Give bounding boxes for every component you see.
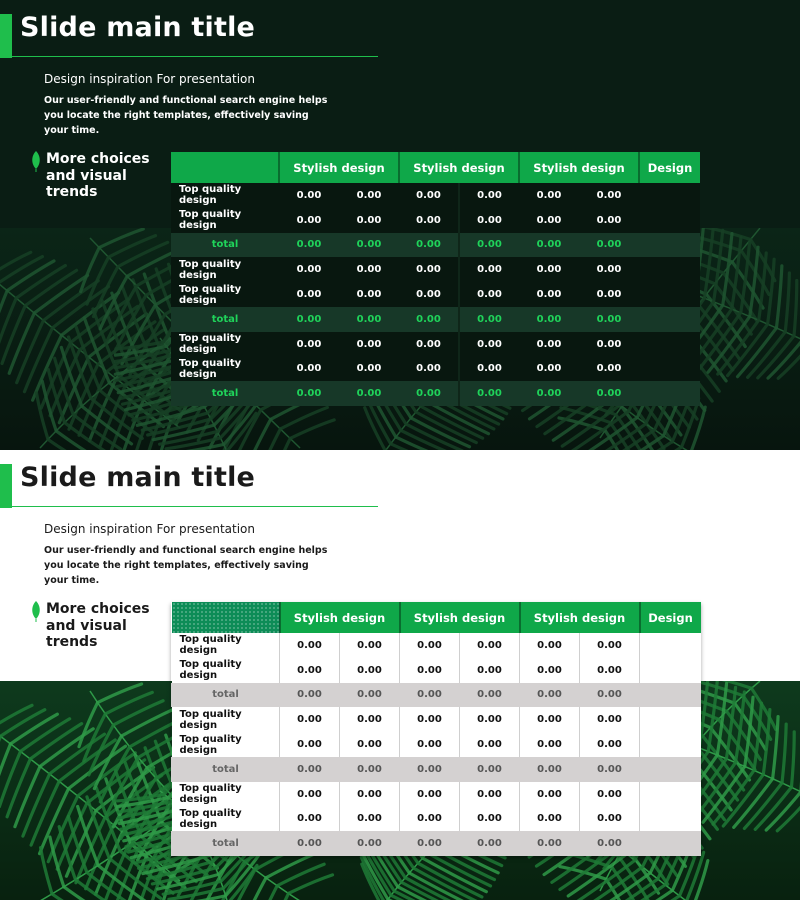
table-cell: 0.00 xyxy=(340,707,400,732)
row-label: Top quality design xyxy=(172,807,280,832)
table-cell: 0.00 xyxy=(520,732,580,757)
table-cell: 0.00 xyxy=(339,282,399,307)
table-cell-empty xyxy=(640,782,701,807)
table-cell: 0.00 xyxy=(520,782,580,807)
palm-leaflet xyxy=(15,766,40,826)
table-cell: 0.00 xyxy=(519,381,579,406)
table-row xyxy=(172,807,701,832)
palm-leaflet xyxy=(750,247,758,316)
table-cell: 0.00 xyxy=(459,332,519,357)
table-cell: 0.00 xyxy=(519,282,579,307)
table-cell: 0.00 xyxy=(280,831,340,856)
table-cell: 0.00 xyxy=(340,807,400,832)
table-cell: 0.00 xyxy=(399,381,459,406)
row-label: Top quality design xyxy=(171,183,279,208)
table-cell: 0.00 xyxy=(279,332,339,357)
table-cell-empty xyxy=(640,658,701,683)
palm-leaflet xyxy=(2,306,25,364)
table-row xyxy=(172,782,701,807)
table-cell: 0.00 xyxy=(339,357,399,382)
palm-leaflet xyxy=(776,266,781,328)
leaf-icon xyxy=(30,600,42,622)
table-row xyxy=(171,332,700,357)
row-label: Top quality design xyxy=(172,707,280,732)
table-cell-empty xyxy=(640,831,701,856)
table-total-row xyxy=(172,831,701,856)
table-cell: 0.00 xyxy=(400,633,460,658)
table-cell: 0.00 xyxy=(520,707,580,732)
slide-title: Slide main title xyxy=(20,462,256,493)
table-cell: 0.00 xyxy=(399,357,459,382)
palm-leaflet xyxy=(290,420,334,439)
row-label: Top quality design xyxy=(172,658,280,683)
table-cell: 0.00 xyxy=(459,233,519,258)
table-cell: 0.00 xyxy=(460,658,520,683)
table-cell: 0.00 xyxy=(459,357,519,382)
table-cell: 0.00 xyxy=(399,183,459,208)
table-cell: 0.00 xyxy=(519,233,579,258)
table-cell: 0.00 xyxy=(280,633,340,658)
palm-leaflet xyxy=(745,697,753,766)
table-cell-empty xyxy=(640,732,701,757)
table-cell: 0.00 xyxy=(519,208,579,233)
palm-leaflet xyxy=(751,688,775,729)
table-total-row xyxy=(171,307,700,332)
title-accent-bar xyxy=(0,14,12,58)
side-label: More choices and visual trends xyxy=(46,601,150,650)
table-cell-empty xyxy=(639,357,700,382)
row-label: Top quality design xyxy=(171,282,279,307)
palm-leaflet xyxy=(113,701,163,725)
table-cell: 0.00 xyxy=(399,208,459,233)
palm-leaflet xyxy=(9,313,34,373)
palm-leaflet xyxy=(121,709,173,736)
palm-leaflet xyxy=(7,759,30,817)
table-cell: 0.00 xyxy=(520,757,580,782)
table-cell: 0.00 xyxy=(519,307,579,332)
table-cell: 0.00 xyxy=(279,257,339,282)
palm-leaflet xyxy=(266,853,316,877)
table-cell: 0.00 xyxy=(280,757,340,782)
palm-leaflet xyxy=(763,710,770,775)
palm-leaflet xyxy=(785,273,789,332)
table-row xyxy=(172,707,701,732)
header-cell: Stylish design xyxy=(520,602,640,633)
header-cell: Design xyxy=(639,152,700,183)
table-cell: 0.00 xyxy=(400,831,460,856)
slide-description: Our user-friendly and functional search engine helps you locate the right templates, effectively saving your time. xyxy=(44,95,328,136)
table-cell: 0.00 xyxy=(280,732,340,757)
table-cell-empty xyxy=(640,757,701,782)
table-cell: 0.00 xyxy=(579,381,639,406)
total-label: total xyxy=(171,307,279,332)
table-cell: 0.00 xyxy=(340,782,400,807)
table-cell: 0.00 xyxy=(339,381,399,406)
table-cell: 0.00 xyxy=(339,233,399,258)
table-header-row xyxy=(172,602,701,633)
table-cell: 0.00 xyxy=(340,732,400,757)
slide-subtitle: Design inspiration For presentation xyxy=(44,522,255,536)
table-cell: 0.00 xyxy=(459,257,519,282)
total-label: total xyxy=(172,683,280,708)
table-cell: 0.00 xyxy=(400,757,460,782)
table-total-row xyxy=(171,233,700,258)
table-cell: 0.00 xyxy=(459,381,519,406)
table-cell: 0.00 xyxy=(399,332,459,357)
palm-leaflet xyxy=(84,318,109,383)
table-cell: 0.00 xyxy=(580,831,640,856)
table-header-row xyxy=(171,152,700,183)
palm-leaflet xyxy=(17,320,44,382)
title-accent-bar xyxy=(0,464,12,508)
table-total-row xyxy=(172,757,701,782)
table-cell: 0.00 xyxy=(580,633,640,658)
table-cell: 0.00 xyxy=(399,307,459,332)
table-cell-empty xyxy=(639,257,700,282)
table-total-row xyxy=(171,381,700,406)
table-cell: 0.00 xyxy=(519,332,579,357)
table-row xyxy=(172,658,701,683)
table-cell: 0.00 xyxy=(399,257,459,282)
table-cell: 0.00 xyxy=(460,732,520,757)
table-row xyxy=(171,183,700,208)
table-cell: 0.00 xyxy=(340,831,400,856)
table-cell: 0.00 xyxy=(520,807,580,832)
header-cell: Design xyxy=(640,602,701,633)
palm-leaflet xyxy=(118,242,168,266)
table-cell: 0.00 xyxy=(459,282,519,307)
palm-leaflet xyxy=(794,280,797,335)
table-cell-empty xyxy=(639,381,700,406)
header-cell: Stylish design xyxy=(279,152,399,183)
table-cell: 0.00 xyxy=(399,282,459,307)
table-cell: 0.00 xyxy=(339,183,399,208)
row-label: Top quality design xyxy=(172,782,280,807)
row-label: Top quality design xyxy=(171,208,279,233)
palm-leaflet xyxy=(23,774,50,836)
palm-leaflet xyxy=(31,781,59,845)
table-cell: 0.00 xyxy=(460,807,520,832)
table-cell: 0.00 xyxy=(580,732,640,757)
table-cell: 0.00 xyxy=(579,233,639,258)
table-row xyxy=(171,357,700,382)
header-corner-cell xyxy=(171,152,279,183)
table-cell: 0.00 xyxy=(339,257,399,282)
table-cell: 0.00 xyxy=(580,683,640,708)
table-row xyxy=(171,257,700,282)
row-label: Top quality design xyxy=(172,633,280,658)
table-cell: 0.00 xyxy=(579,357,639,382)
table-cell-empty xyxy=(640,683,701,708)
table-cell: 0.00 xyxy=(279,233,339,258)
total-label: total xyxy=(171,381,279,406)
table-cell: 0.00 xyxy=(340,757,400,782)
table-row xyxy=(172,732,701,757)
table-cell: 0.00 xyxy=(579,332,639,357)
table-cell: 0.00 xyxy=(279,208,339,233)
table-cell: 0.00 xyxy=(579,183,639,208)
table-cell: 0.00 xyxy=(339,307,399,332)
table-cell-empty xyxy=(639,307,700,332)
row-label: Top quality design xyxy=(172,732,280,757)
table-cell: 0.00 xyxy=(460,782,520,807)
table-cell: 0.00 xyxy=(579,208,639,233)
table-cell: 0.00 xyxy=(400,732,460,757)
table-cell: 0.00 xyxy=(460,633,520,658)
header-cell: Stylish design xyxy=(399,152,519,183)
table-cell: 0.00 xyxy=(460,683,520,708)
palm-leaflet xyxy=(718,320,759,374)
table-cell: 0.00 xyxy=(580,782,640,807)
table-cell: 0.00 xyxy=(279,307,339,332)
palm-leaflet xyxy=(96,832,123,894)
table-cell: 0.00 xyxy=(520,683,580,708)
table-cell: 0.00 xyxy=(339,332,399,357)
row-label: Top quality design xyxy=(171,357,279,382)
total-label: total xyxy=(171,233,279,258)
table-cell: 0.00 xyxy=(340,683,400,708)
table-cell: 0.00 xyxy=(579,282,639,307)
table-cell-empty xyxy=(640,633,701,658)
palm-leaflet xyxy=(782,724,786,783)
table-cell: 0.00 xyxy=(579,307,639,332)
table-cell: 0.00 xyxy=(279,183,339,208)
table-cell: 0.00 xyxy=(280,807,340,832)
table-cell: 0.00 xyxy=(520,831,580,856)
header-cell: Stylish design xyxy=(400,602,520,633)
table-cell: 0.00 xyxy=(580,707,640,732)
table-cell-empty xyxy=(639,282,700,307)
palm-leaflet xyxy=(0,710,44,737)
table-cell: 0.00 xyxy=(280,707,340,732)
palm-leaflet xyxy=(259,429,281,450)
title-underline xyxy=(0,506,378,507)
table-row xyxy=(171,282,700,307)
table-cell: 0.00 xyxy=(580,757,640,782)
table-cell: 0.00 xyxy=(400,683,460,708)
table-cell: 0.00 xyxy=(579,257,639,282)
leaf-icon xyxy=(30,150,42,172)
table-cell-empty xyxy=(640,807,701,832)
palm-leaflet xyxy=(703,766,745,822)
table-cell: 0.00 xyxy=(340,633,400,658)
table-cell: 0.00 xyxy=(400,658,460,683)
slide-subtitle: Design inspiration For presentation xyxy=(44,72,255,86)
table-row xyxy=(171,208,700,233)
table-cell: 0.00 xyxy=(519,183,579,208)
table-total-row xyxy=(172,683,701,708)
table-cell: 0.00 xyxy=(519,257,579,282)
palm-leaflet xyxy=(791,732,794,787)
table-cell: 0.00 xyxy=(580,807,640,832)
table-cell-empty xyxy=(639,183,700,208)
table-cell: 0.00 xyxy=(519,357,579,382)
header-cell: Stylish design xyxy=(519,152,639,183)
table-cell: 0.00 xyxy=(459,307,519,332)
table-cell: 0.00 xyxy=(459,208,519,233)
table-cell: 0.00 xyxy=(279,282,339,307)
table-cell: 0.00 xyxy=(339,208,399,233)
row-label: Top quality design xyxy=(171,332,279,357)
table-cell: 0.00 xyxy=(280,782,340,807)
total-label: total xyxy=(172,757,280,782)
table-cell-empty xyxy=(640,707,701,732)
table-cell: 0.00 xyxy=(460,707,520,732)
table-cell-empty xyxy=(639,233,700,258)
title-underline xyxy=(0,56,378,57)
table-cell: 0.00 xyxy=(520,633,580,658)
table-cell: 0.00 xyxy=(279,357,339,382)
palm-leaflet xyxy=(699,313,741,370)
palm-leaflet xyxy=(89,725,113,775)
data-table xyxy=(171,152,700,406)
table-cell: 0.00 xyxy=(399,233,459,258)
total-label: total xyxy=(172,831,280,856)
table-cell: 0.00 xyxy=(460,831,520,856)
table-cell: 0.00 xyxy=(460,757,520,782)
table-cell: 0.00 xyxy=(400,807,460,832)
slide-description: Our user-friendly and functional search engine helps you locate the right templates, effectively saving your time. xyxy=(44,545,328,586)
palm-leaflet xyxy=(632,896,679,900)
table-cell: 0.00 xyxy=(400,782,460,807)
table-cell: 0.00 xyxy=(280,683,340,708)
table-row xyxy=(172,633,701,658)
side-label: More choices and visual trends xyxy=(46,151,150,200)
slide-title: Slide main title xyxy=(20,12,256,43)
table-cell-empty xyxy=(639,208,700,233)
table-cell: 0.00 xyxy=(340,658,400,683)
table-cell: 0.00 xyxy=(400,707,460,732)
table-cell: 0.00 xyxy=(459,183,519,208)
table-cell: 0.00 xyxy=(580,658,640,683)
table-cell: 0.00 xyxy=(279,381,339,406)
slide-light xyxy=(0,450,800,900)
table-cell: 0.00 xyxy=(280,658,340,683)
row-label: Top quality design xyxy=(171,257,279,282)
data-table xyxy=(171,602,701,856)
header-corner-cell xyxy=(172,602,280,633)
table-cell: 0.00 xyxy=(520,658,580,683)
header-cell: Stylish design xyxy=(280,602,400,633)
table-cell-empty xyxy=(639,332,700,357)
